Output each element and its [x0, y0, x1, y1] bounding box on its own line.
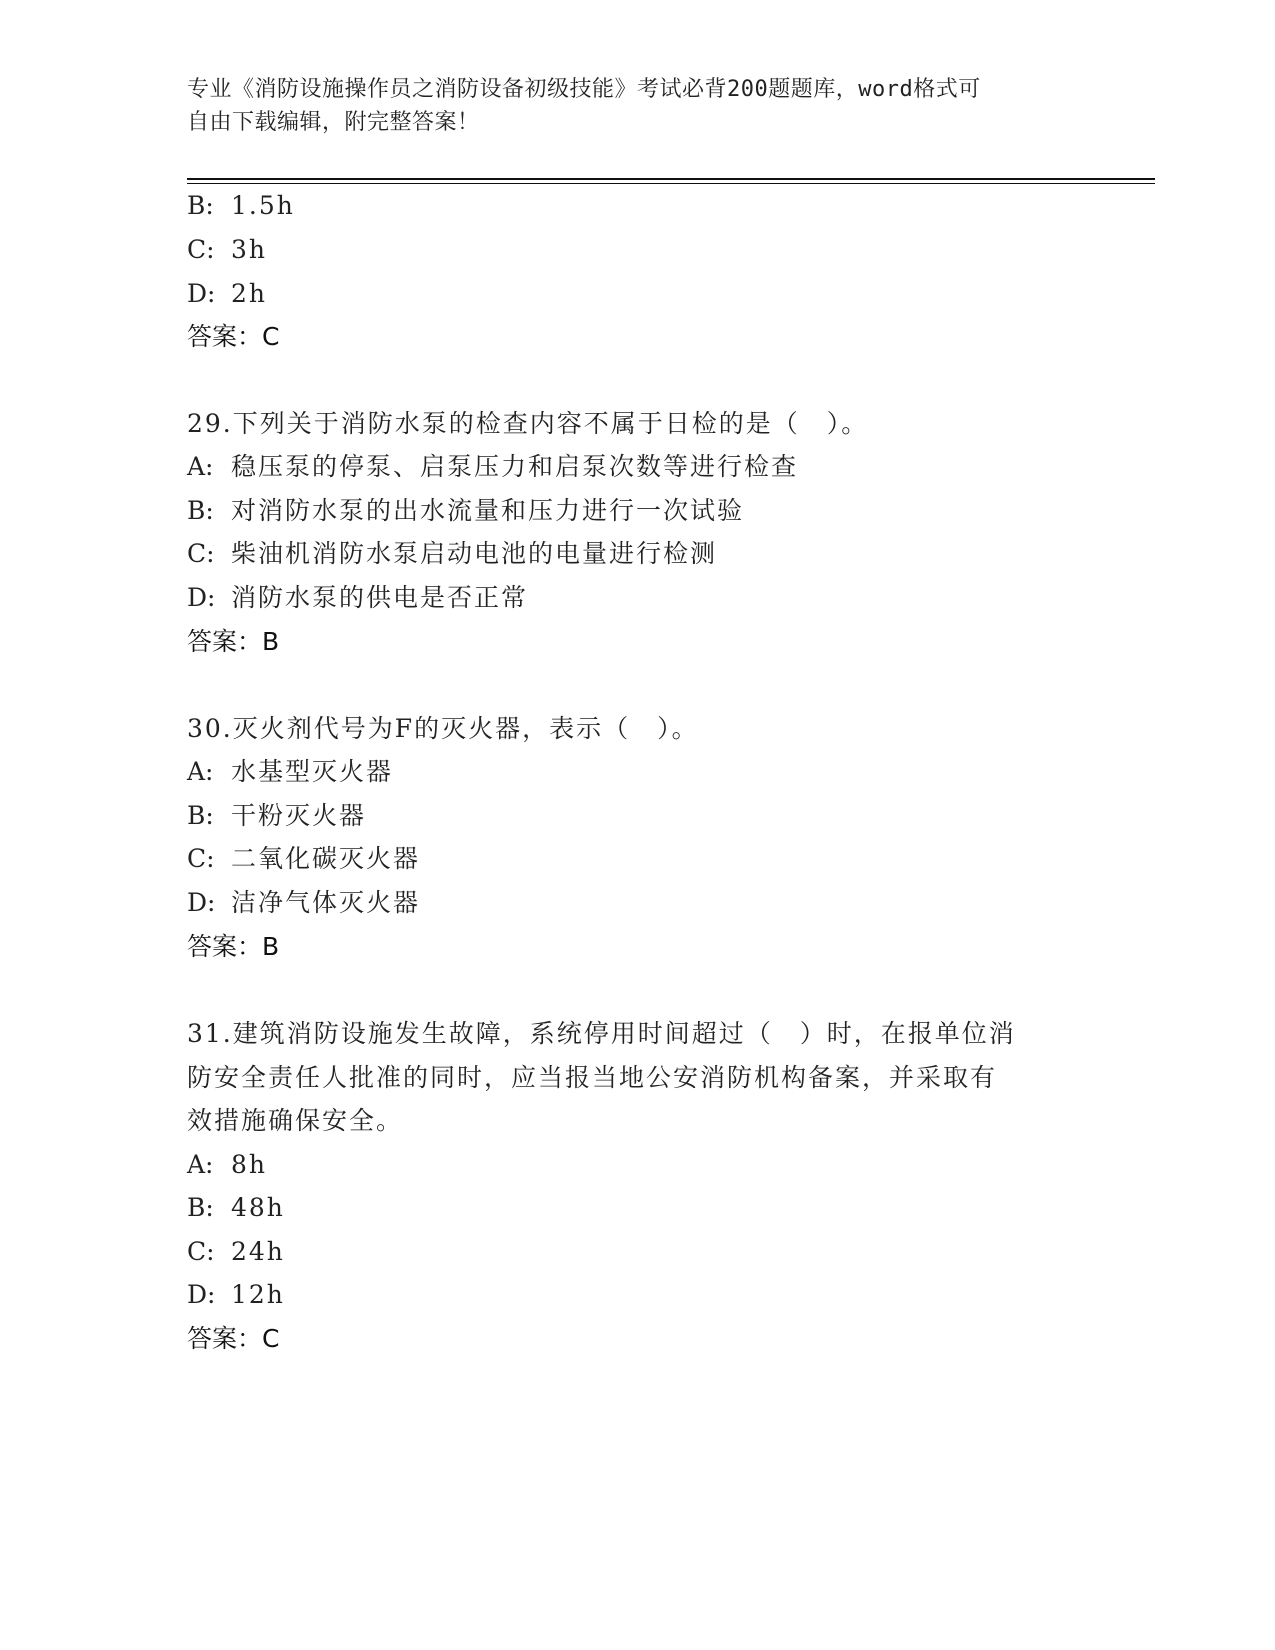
option-letter: B: — [187, 191, 214, 220]
q30-option-d — [187, 887, 420, 919]
option-text: 1.5h — [231, 191, 295, 220]
option-letter: D: — [187, 888, 216, 917]
option-text: 稳压泵的停泵、启泵压力和启泵次数等进行检查 — [231, 452, 799, 481]
q29-answer: 答案：B — [187, 627, 280, 656]
q28-option-d — [187, 278, 267, 310]
option-letter: C: — [187, 844, 215, 873]
option-letter: D: — [187, 1280, 216, 1309]
option-text: 24h — [231, 1237, 285, 1266]
option-text: 对消防水泵的出水流量和压力进行一次试验 — [231, 496, 745, 525]
q31-stem-line-3: 效措施确保安全。 — [187, 1106, 404, 1135]
option-text: 柴油机消防水泵启动电池的电量进行检测 — [231, 539, 718, 568]
q29-option-b — [187, 495, 744, 527]
option-letter: C: — [187, 235, 215, 264]
option-text: 8h — [231, 1150, 268, 1179]
option-letter: C: — [187, 1237, 215, 1266]
option-text: 12h — [231, 1280, 285, 1309]
option-text: 3h — [231, 235, 268, 264]
q31-stem-line-1: 31.建筑消防设施发生故障，系统停用时间超过（ ）时，在报单位消 — [187, 1019, 1016, 1048]
q31-option-c — [187, 1236, 285, 1268]
header-line-1: 专业《消防设施操作员之消防设备初级技能》考试必背200题题库，word格式可 — [187, 77, 981, 102]
q31-answer: 答案：C — [187, 1324, 280, 1353]
q30-answer: 答案：B — [187, 932, 280, 961]
option-text: 2h — [231, 279, 268, 308]
option-text: 二氧化碳灭火器 — [231, 844, 421, 873]
option-letter: B: — [187, 496, 214, 525]
q30-option-c — [187, 843, 420, 875]
option-letter: D: — [187, 279, 216, 308]
header-rule-thick — [187, 178, 1155, 180]
header-line-2: 自由下载编辑，附完整答案！ — [187, 110, 480, 135]
option-letter: B: — [187, 1193, 214, 1222]
option-letter: B: — [187, 801, 214, 830]
option-text: 水基型灭火器 — [231, 757, 394, 786]
option-letter: A: — [187, 1150, 214, 1179]
option-letter: D: — [187, 583, 216, 612]
q31-option-d — [187, 1279, 285, 1311]
option-letter: C: — [187, 539, 215, 568]
q28-option-b — [187, 190, 295, 222]
q30-option-b — [187, 800, 366, 832]
option-text: 洁净气体灭火器 — [231, 888, 421, 917]
q29-option-a — [187, 451, 798, 483]
q28-answer: 答案：C — [187, 322, 280, 351]
q28-option-c — [187, 234, 267, 266]
q29-option-c — [187, 538, 717, 570]
document-header — [187, 73, 1067, 139]
q31-option-b — [187, 1192, 285, 1224]
option-text: 干粉灭火器 — [231, 801, 367, 830]
q29-stem: 29.下列关于消防水泵的检查内容不属于日检的是（ ）。 — [187, 409, 869, 438]
option-text: 消防水泵的供电是否正常 — [231, 583, 529, 612]
option-letter: A: — [187, 757, 214, 786]
q31-option-a — [187, 1149, 267, 1181]
option-text: 48h — [231, 1193, 285, 1222]
option-letter: A: — [187, 452, 214, 481]
header-rule-thin — [187, 183, 1155, 184]
q30-stem: 30.灭火剂代号为F的灭火器，表示（ ）。 — [187, 714, 699, 743]
q31-stem-line-2: 防安全责任人批准的同时，应当报当地公安消防机构备案，并采取有 — [187, 1063, 998, 1092]
q29-option-d — [187, 582, 528, 614]
q30-option-a — [187, 756, 393, 788]
